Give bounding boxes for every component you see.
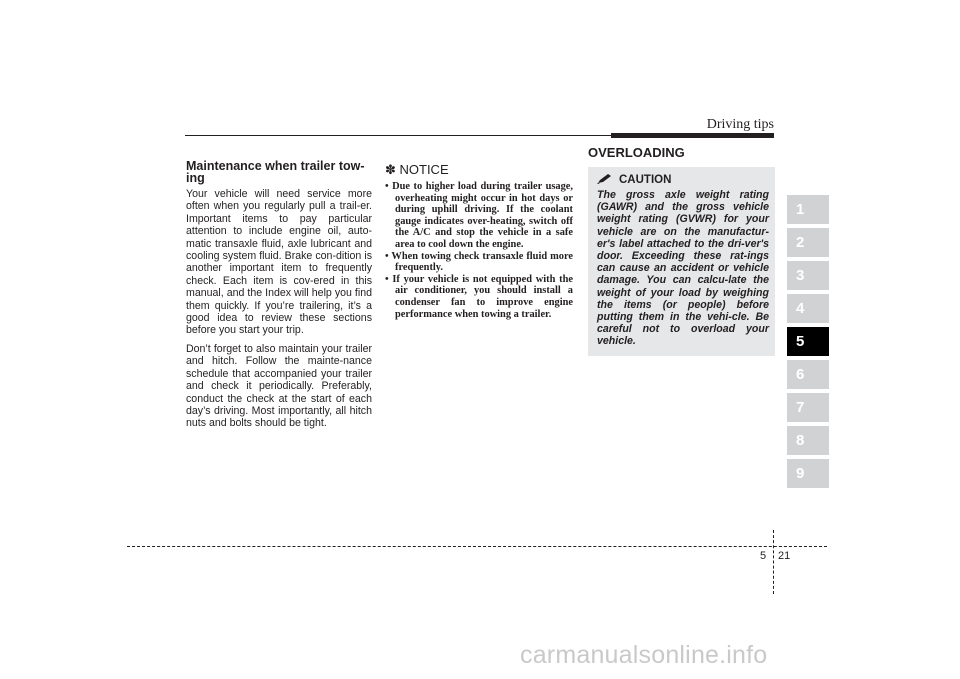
chapter-tab-5[interactable]: 5 — [787, 327, 829, 356]
footer-divider — [127, 546, 827, 547]
notice-list — [385, 181, 573, 320]
footer-divider-vertical — [773, 530, 774, 594]
notice-heading: ✽ NOTICE — [385, 162, 449, 177]
notice-item: • When towing check transaxle fluid more frequently. — [385, 250, 573, 274]
page-number: 21 — [778, 550, 791, 562]
caution-header — [597, 173, 769, 187]
header-rule-accent — [611, 133, 774, 138]
chapter-tab-8[interactable]: 8 — [787, 426, 829, 455]
overloading-title: OVERLOADING — [588, 145, 685, 160]
chapter-tab-3[interactable]: 3 — [787, 261, 829, 290]
maintenance-paragraph-2: Don’t forget to also maintain your trailer and hitch. Follow the mainte-nance schedule that accompanied your trailer and check it periodically. Preferably, conduct the check at the start of each day’s driving. Most importantly, all hitch nuts and bolts should be tight. — [186, 342, 372, 430]
chapter-tab-7[interactable]: 7 — [787, 393, 829, 422]
notice-column — [385, 160, 573, 320]
notice-item: • Due to higher load during trailer usage, overheating might occur in hot days or during uphill driving. If the coolant gauge indicates over-heating, switch off the A/C and stop the vehicle in a safe area to cool down the engine. — [385, 181, 573, 250]
header-rule — [185, 135, 611, 136]
overloading-column — [588, 145, 775, 356]
watermark: carmanualsonline.info — [520, 641, 768, 669]
caution-box — [588, 167, 775, 356]
chapter-tab-1[interactable]: 1 — [787, 195, 829, 224]
chapter-tabs — [787, 195, 829, 492]
chapter-tab-4[interactable]: 4 — [787, 294, 829, 323]
maintenance-column — [186, 160, 372, 436]
maintenance-paragraph-1: Your vehicle will need service more often when you regularly pull a trail-er. Important items to pay particular attention to include engine oil, auto-matic transaxle fluid, axle lubricant and cooling system fluid. Brake con-dition is another important item to frequently check. Each item is cov-ered in this manual, and the Index will help you find them quickly. If you’re trailering, it’s a good idea to review these sections before you start your trip. — [186, 188, 372, 337]
maintenance-heading: Maintenance when trailer tow-ing — [186, 159, 365, 185]
chapter-tab-9[interactable]: 9 — [787, 459, 829, 488]
header-title: Driving tips — [706, 117, 774, 132]
notice-item: • If your vehicle is not equipped with the air conditioner, you should install a condenser fan to improve engine performance when towing a trailer. — [385, 273, 573, 320]
chapter-tab-2[interactable]: 2 — [787, 228, 829, 257]
pencil-icon — [597, 173, 619, 187]
caution-text: The gross axle weight rating (GAWR) and the gross vehicle weight rating (GVWR) for your vehicle are on the manufactur-er's label attached to the dri-ver's door. Exceeding these rat-ings can cause an accident or vehicle damage. You can calcu-late the weight of your load by weighing the items (or people) before putting them in the vehi-cle. Be careful not to overload your vehicle. — [597, 189, 769, 348]
chapter-tab-6[interactable]: 6 — [787, 360, 829, 389]
caution-label: CAUTION — [619, 174, 672, 186]
page-chapter-number: 5 — [760, 550, 767, 562]
